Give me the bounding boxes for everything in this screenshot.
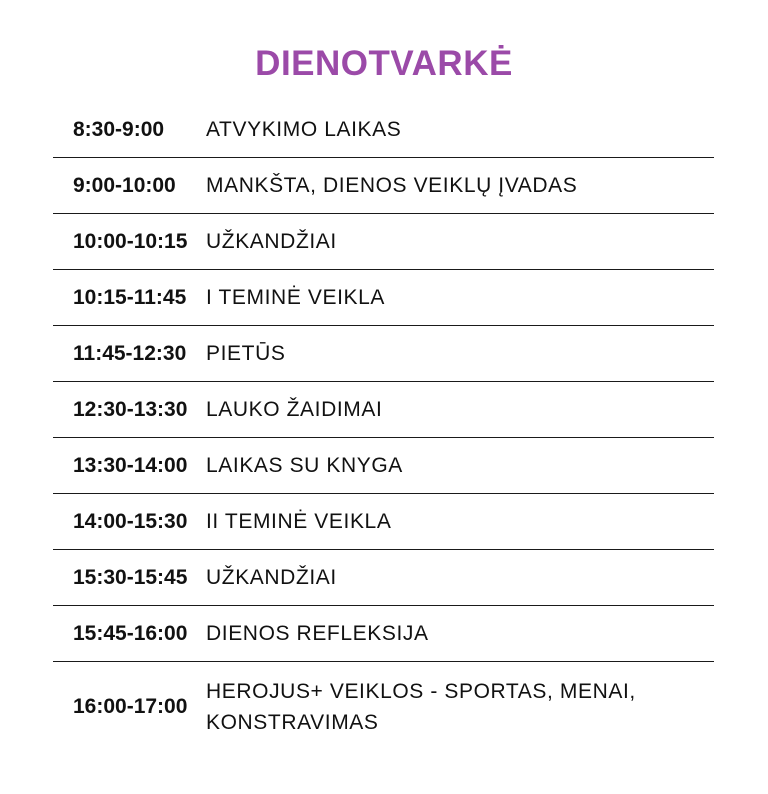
schedule-time: 9:00-10:00 [73,173,176,197]
schedule-activity: PIETŪS [206,342,286,365]
schedule-time: 12:30-13:30 [73,397,188,421]
schedule-activity: ATVYKIMO LAIKAS [206,118,402,141]
schedule-row [53,606,714,662]
schedule-table [53,102,714,752]
schedule-activity: II TEMINĖ VEIKLA [206,510,392,533]
schedule-time: 10:15-11:45 [73,285,187,309]
schedule-time: 11:45-12:30 [73,341,187,365]
schedule-time: 10:00-10:15 [73,229,188,253]
schedule-activity: LAIKAS SU KNYGA [206,454,403,477]
schedule-activity: DIENOS REFLEKSIJA [206,622,429,645]
schedule-row [53,270,714,326]
schedule-row [53,214,714,270]
schedule-activity: I TEMINĖ VEIKLA [206,286,385,309]
schedule-time: 16:00-17:00 [73,695,188,718]
schedule-activity: HEROJUS+ VEIKLOS - SPORTAS, MENAI, KONSTRAVIMAS [206,680,636,734]
schedule-time: 8:30-9:00 [73,117,165,141]
schedule-time: 15:30-15:45 [73,565,188,589]
schedule-activity: UŽKANDŽIAI [206,230,337,253]
schedule-row [53,494,714,550]
schedule-row [53,158,714,214]
schedule-activity: UŽKANDŽIAI [206,566,337,589]
schedule-row [53,326,714,382]
schedule-time: 14:00-15:30 [73,509,188,533]
schedule-row [53,438,714,494]
schedule-row [53,102,714,158]
page-title: DIENOTVARKĖ [255,44,513,83]
schedule-activity: MANKŠTA, DIENOS VEIKLŲ ĮVADAS [206,174,578,197]
schedule-activity: LAUKO ŽAIDIMAI [206,398,383,421]
schedule-row [53,382,714,438]
schedule-time: 13:30-14:00 [73,453,188,477]
schedule-time: 15:45-16:00 [73,621,188,645]
schedule-row [53,550,714,606]
schedule-row [53,662,714,752]
